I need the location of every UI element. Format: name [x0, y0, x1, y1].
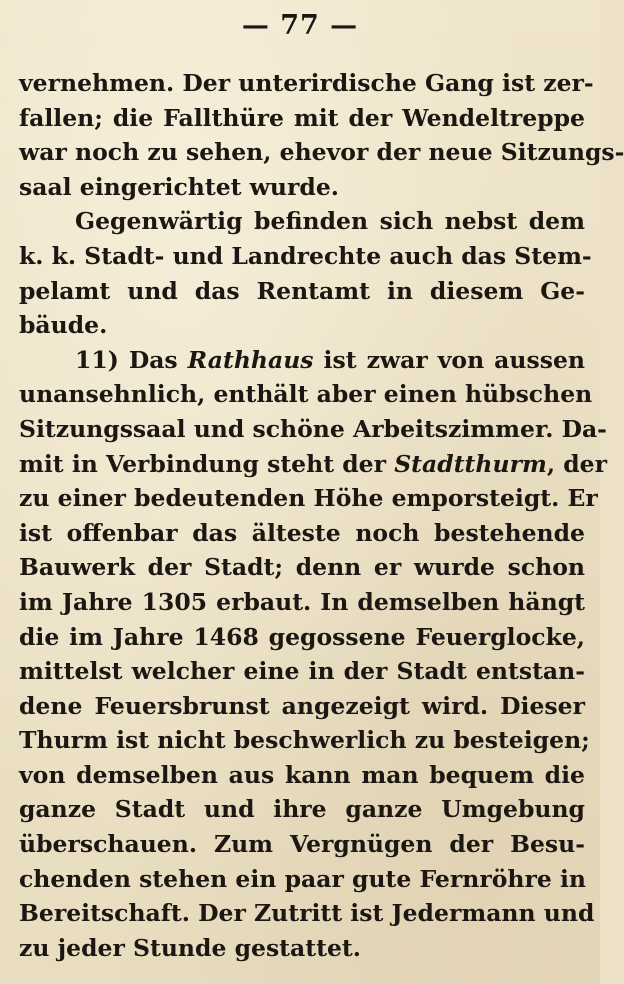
- body-text: [19, 66, 624, 965]
- text-segment: ist zwar von aussen: [313, 345, 585, 374]
- page-number: — 77 —: [241, 10, 359, 41]
- text-line: dene Feuersbrunst angezeigt wird. Dieser: [19, 691, 585, 720]
- text-line: im Jahre 1305 erbaut. In demselben hängt: [19, 587, 585, 616]
- text-line: pelamt und das Rentamt in diesem Ge-: [19, 276, 585, 305]
- text-line: ganze Stadt und ihre ganze Umgebung: [19, 795, 585, 824]
- text-line: Bauwerk der Stadt; denn er wurde schon: [19, 553, 585, 582]
- text-segment: 11) Das: [75, 345, 188, 374]
- text-line: war noch zu sehen, ehevor der neue Sitzungs-: [19, 138, 624, 167]
- text-line: Bereitschaft. Der Zutritt ist Jedermann und: [19, 899, 595, 928]
- text-line: vernehmen. Der unterirdische Gang ist zer-: [19, 69, 594, 97]
- text-line: ist offenbar das älteste noch bestehende: [19, 518, 585, 547]
- text-line: überschauen. Zum Vergnügen der Besu-: [19, 830, 585, 859]
- text-line: Gegenwärtig befinden sich nebst dem: [75, 207, 585, 236]
- text-segment: mit in Verbindung steht der: [19, 449, 395, 478]
- text-line: k. k. Stadt- und Landrechte auch das Stem-: [19, 241, 592, 270]
- text-line: fallen; die Fallthüre mit der Wendeltreppe: [19, 103, 585, 132]
- text-line: zu einer bedeutenden Höhe emporsteigt. Er: [19, 484, 598, 513]
- text-line: [19, 343, 585, 378]
- text-line: die im Jahre 1468 gegossene Feuerglocke,: [19, 622, 585, 651]
- text-line: Thurm ist nicht beschwerlich zu besteigen;: [19, 726, 590, 755]
- text-line: saal eingerichtet wurde.: [19, 172, 339, 201]
- text-line: Sitzungssaal und schöne Arbeitszimmer. Da-: [19, 414, 607, 443]
- emphasis-rathhaus: Rathhaus: [187, 345, 314, 374]
- text-line: chenden stehen ein paar gute Fernröhre in: [19, 864, 587, 893]
- text-line: von demselben aus kann man bequem die: [19, 760, 585, 789]
- text-line: zu jeder Stunde gestattet.: [19, 933, 361, 962]
- text-line: mittelst welcher eine in der Stadt entstan-: [19, 657, 585, 686]
- text-line: bäude.: [19, 311, 108, 340]
- emphasis-stadtthurm: Stadtthurm: [394, 449, 547, 478]
- text-line: unansehnlich, enthält aber einen hübschen: [19, 380, 593, 409]
- text-line: [19, 447, 607, 482]
- text-segment: , der: [546, 449, 607, 478]
